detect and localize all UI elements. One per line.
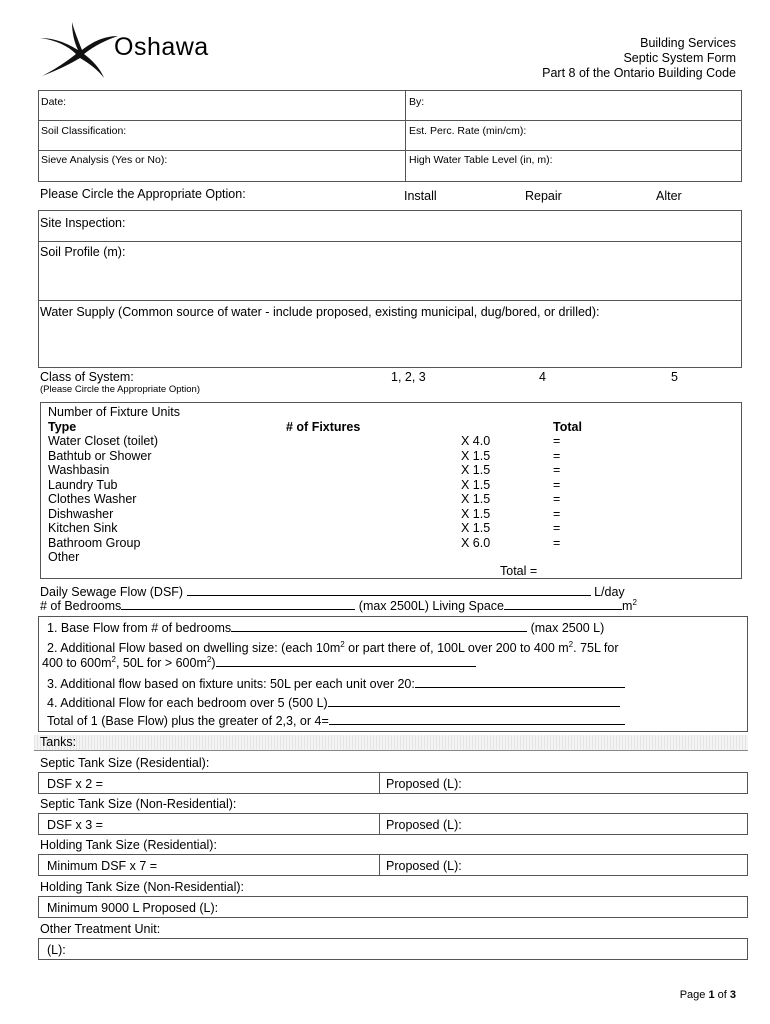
base-flow-line [47,620,604,635]
bedrooms-input[interactable] [121,598,355,610]
class-of-system-label: Class of System: [40,370,134,384]
additional-flow-text-d: 400 to 600m [42,656,112,670]
septic-res-proposed-field[interactable]: Proposed (L): [386,777,462,791]
table-row [48,463,582,478]
additional-flow-text-a: 2. Additional Flow based on dwelling size: (each 10m [47,641,341,655]
holding-res-row [38,854,748,876]
sup-2d: 2 [206,654,212,664]
fixture-total[interactable]: = [553,492,561,506]
bedrooms-line [40,598,637,613]
bedroom-flow-label: 4. Additional Flow for each bedroom over 5 (500 L) [47,696,328,710]
site-inspection-label: Site Inspection: [40,216,126,230]
septic-nonres-proposed-field[interactable]: Proposed (L): [386,818,462,832]
fixture-total[interactable]: = [553,535,561,550]
fixture-mult: X 1.5 [461,448,491,463]
class-option-123[interactable]: 1, 2, 3 [391,370,426,384]
water-table-field[interactable]: High Water Table Level (in, m): [409,154,553,166]
sieve-analysis-field[interactable]: Sieve Analysis (Yes or No): [41,154,168,166]
additional-flow-text-e: , 50L for > 600m [115,656,207,670]
flow-calculation-box [38,616,748,732]
date-field[interactable]: Date: [41,96,67,108]
m-unit: m [622,599,633,613]
holding-res-label: Holding Tank Size (Residential): [40,838,217,852]
bedroom-flow-line [47,695,620,710]
class-note: (Please Circle the Appropriate Option) [40,384,200,395]
fixture-mult: X 6.0 [461,535,491,550]
total-flow-line [47,713,625,728]
class-option-4[interactable]: 4 [539,370,546,384]
table-row [48,449,582,464]
m-sup: 2 [632,597,637,607]
header-line3: Part 8 of the Ontario Building Code [542,66,736,80]
option-repair[interactable]: Repair [525,189,562,203]
oshawa-logo-icon [38,20,118,78]
fixture-type: Dishwasher [48,506,114,521]
page-current: 1 [708,989,715,1001]
fixture-total[interactable]: = [553,477,561,492]
header-line2: Septic System Form [623,51,736,65]
fixture-total[interactable]: = [553,448,561,463]
fixture-total[interactable]: = [553,506,561,521]
option-install[interactable]: Install [404,189,437,203]
fixture-type: Laundry Tub [48,477,118,492]
fixture-title: Number of Fixture Units [48,405,180,419]
by-field[interactable]: By: [409,96,425,108]
fixture-count[interactable] [286,449,461,464]
min-9000-field[interactable]: Minimum 9000 L Proposed (L): [47,901,219,915]
fixture-type: Water Closet (toilet) [48,434,158,448]
circle-option-label: Please Circle the Appropriate Option: [40,187,246,201]
table-row [48,521,582,536]
dsf-x3-field[interactable]: DSF x 3 = [47,818,103,832]
col-type-header: Type [48,419,77,434]
option-alter[interactable]: Alter [656,189,682,203]
fixture-count[interactable] [286,463,461,478]
dsf-input[interactable] [187,584,591,596]
soil-profile-label: Soil Profile (m): [40,245,126,259]
info-grid [38,90,742,182]
total-flow-input[interactable] [329,713,625,725]
fixture-total[interactable]: = [553,463,561,477]
fixture-table-grid [48,405,582,565]
fixture-flow-label: 3. Additional flow based on fixture units: 50L per each unit over 20: [47,677,415,691]
base-flow-max: (max 2500 L) [530,621,605,635]
total-flow-label: Total of 1 (Base Flow) plus the greater of 2,3, or 4= [47,714,329,728]
holding-res-proposed-field[interactable]: Proposed (L): [386,859,462,873]
page-word: Page [679,989,709,1001]
living-space-input[interactable] [504,598,622,610]
page-of: of [714,989,730,1001]
table-row [48,550,582,565]
fixture-mult: X 1.5 [461,521,491,535]
fixture-flow-input[interactable] [415,676,625,688]
base-flow-label: 1. Base Flow from # of bedrooms [47,621,232,635]
page-total: 3 [729,989,736,1001]
water-supply-label: Water Supply (Common source of water - include proposed, existing municipal, dug/bored, or drilled): [40,305,600,319]
oshawa-logo [38,20,238,78]
fixture-total[interactable]: = [553,521,561,535]
holding-nonres-row [38,896,748,918]
fixture-mult: X 1.5 [461,506,491,521]
fixture-grand-total[interactable]: Total = [500,564,538,578]
bedroom-flow-input[interactable] [328,695,620,707]
other-treatment-l-field[interactable]: (L): [47,943,66,957]
dwelling-flow-input[interactable] [216,655,476,667]
additional-flow-text-f: ) [211,656,216,670]
perc-rate-field[interactable]: Est. Perc. Rate (min/cm): [409,125,527,137]
fixture-type: Kitchen Sink [48,521,118,535]
fixture-count[interactable] [286,434,461,449]
fixture-type: Other [48,550,80,564]
site-inspection-box[interactable] [38,210,742,368]
page-number [680,989,736,1001]
fixture-count[interactable] [286,492,461,507]
dsf-label: Daily Sewage Flow (DSF) [40,585,184,599]
fixture-mult: X 1.5 [461,463,491,477]
holding-nonres-label: Holding Tank Size (Non-Residential): [40,880,245,894]
dsf-line [40,584,625,599]
min-dsf-x7-field[interactable]: Minimum DSF x 7 = [47,859,158,873]
fixture-count[interactable] [286,536,461,551]
dsf-x2-field[interactable]: DSF x 2 = [47,777,103,791]
sup-2c: 2 [111,654,116,664]
class-option-5[interactable]: 5 [671,370,678,384]
additional-flow-line2 [42,655,476,670]
fixture-type: Washbasin [48,463,110,477]
septic-res-label: Septic Tank Size (Residential): [40,756,210,770]
additional-flow-text-b: or part there of, 100L over 200 to 400 m [344,641,569,655]
septic-nonres-label: Septic Tank Size (Non-Residential): [40,797,237,811]
fixture-count[interactable] [286,507,461,522]
col-fixtures-header: # of Fixtures [286,419,361,434]
additional-flow-line [47,641,619,655]
sup-2a: 2 [340,639,345,649]
tanks-heading: Tanks: [40,735,77,749]
base-flow-input[interactable] [231,620,527,632]
septic-nonres-row [38,813,748,835]
table-row [48,536,582,551]
logo-wordmark: Oshawa [114,33,209,61]
fixture-mult: X 1.5 [461,477,491,492]
fixture-type: Bathroom Group [48,535,141,550]
fixture-flow-line [47,676,625,691]
table-row [48,492,582,507]
soil-classification-field[interactable]: Soil Classification: [41,125,127,137]
fixture-mult: X 4.0 [461,434,491,448]
fixture-total[interactable]: = [553,434,561,448]
tanks-heading-bar [34,735,748,751]
fixture-type: Clothes Washer [48,492,137,506]
bedrooms-label: # of Bedrooms [40,599,122,613]
fixture-mult: X 1.5 [461,492,491,506]
fixture-type: Bathtub or Shower [48,448,152,463]
table-row [48,507,582,522]
fixture-units-table [40,402,742,579]
sup-2b: 2 [568,639,574,649]
fixture-count[interactable] [286,478,461,493]
col-total-header: Total [553,419,582,434]
septic-res-row [38,772,748,794]
fixture-total[interactable] [553,550,582,565]
dsf-unit: L/day [594,585,625,599]
additional-flow-text-c: . 75L for [573,641,619,655]
other-treatment-label: Other Treatment Unit: [40,922,161,936]
other-treatment-row [38,938,748,960]
header-line1: Building Services [640,36,736,50]
fixture-count[interactable] [286,550,461,565]
fixture-count[interactable] [286,521,461,536]
living-space-label: (max 2500L) Living Space [358,599,505,613]
table-row [48,478,582,493]
table-row [48,434,582,449]
fixture-mult [461,550,553,565]
